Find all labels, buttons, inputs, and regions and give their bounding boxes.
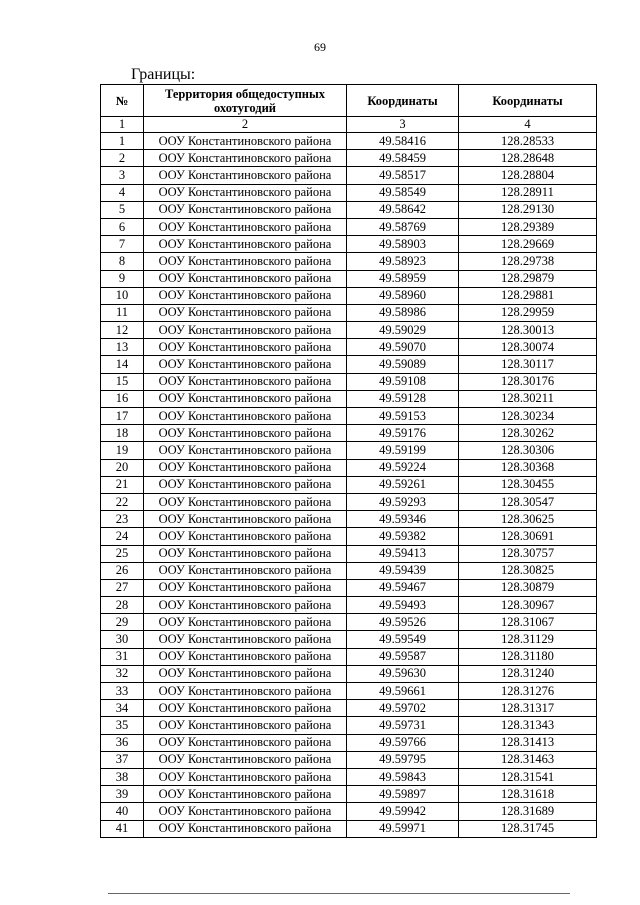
row-number: 30 bbox=[101, 631, 144, 648]
territory-cell: ООУ Константиновского района bbox=[144, 562, 347, 579]
row-number: 26 bbox=[101, 562, 144, 579]
coordinate-1-cell: 49.59153 bbox=[347, 408, 459, 425]
table-row bbox=[101, 322, 597, 339]
table-row bbox=[101, 373, 597, 390]
territory-cell: ООУ Константиновского района bbox=[144, 201, 347, 218]
territory-cell: ООУ Константиновского района bbox=[144, 545, 347, 562]
table-row bbox=[101, 408, 597, 425]
row-number: 11 bbox=[101, 304, 144, 321]
territory-cell: ООУ Константиновского района bbox=[144, 476, 347, 493]
row-number: 6 bbox=[101, 218, 144, 235]
row-number: 14 bbox=[101, 356, 144, 373]
table-row bbox=[101, 579, 597, 596]
table-row bbox=[101, 545, 597, 562]
coordinate-2-cell: 128.29959 bbox=[459, 304, 597, 321]
coordinate-1-cell: 49.59108 bbox=[347, 373, 459, 390]
table-row bbox=[101, 304, 597, 321]
table-row bbox=[101, 631, 597, 648]
coordinate-1-cell: 49.59413 bbox=[347, 545, 459, 562]
coordinate-2-cell: 128.31067 bbox=[459, 614, 597, 631]
row-number: 38 bbox=[101, 768, 144, 785]
coordinate-2-cell: 128.31463 bbox=[459, 751, 597, 768]
row-number: 32 bbox=[101, 665, 144, 682]
coordinate-1-cell: 49.59261 bbox=[347, 476, 459, 493]
coordinate-1-cell: 49.59630 bbox=[347, 665, 459, 682]
coordinate-1-cell: 49.59293 bbox=[347, 493, 459, 510]
row-number: 37 bbox=[101, 751, 144, 768]
coordinate-2-cell: 128.28648 bbox=[459, 150, 597, 167]
row-number: 4 bbox=[101, 184, 144, 201]
table-row bbox=[101, 184, 597, 201]
coordinate-1-cell: 49.59731 bbox=[347, 717, 459, 734]
row-number: 19 bbox=[101, 442, 144, 459]
row-number: 2 bbox=[101, 150, 144, 167]
coordinate-1-cell: 49.59942 bbox=[347, 803, 459, 820]
coordinates-table bbox=[100, 84, 597, 838]
table-row bbox=[101, 803, 597, 820]
row-number: 1 bbox=[101, 133, 144, 150]
table-row bbox=[101, 751, 597, 768]
coordinate-1-cell: 49.58769 bbox=[347, 218, 459, 235]
coordinate-1-cell: 49.59795 bbox=[347, 751, 459, 768]
territory-cell: ООУ Константиновского района bbox=[144, 218, 347, 235]
table-row bbox=[101, 528, 597, 545]
coordinate-1-cell: 49.59661 bbox=[347, 683, 459, 700]
header-coordinates-1: Координаты bbox=[347, 85, 459, 117]
table-header-row bbox=[101, 85, 597, 117]
coordinate-1-cell: 49.58517 bbox=[347, 167, 459, 184]
territory-cell: ООУ Константиновского района bbox=[144, 597, 347, 614]
table-body bbox=[101, 133, 597, 838]
table-row bbox=[101, 493, 597, 510]
coordinate-2-cell: 128.29879 bbox=[459, 270, 597, 287]
coordinate-2-cell: 128.30757 bbox=[459, 545, 597, 562]
coordinate-1-cell: 49.59897 bbox=[347, 786, 459, 803]
row-number: 25 bbox=[101, 545, 144, 562]
table-row bbox=[101, 270, 597, 287]
section-title: Границы: bbox=[131, 66, 196, 83]
coordinate-1-cell: 49.58642 bbox=[347, 201, 459, 218]
row-number: 23 bbox=[101, 511, 144, 528]
table-row bbox=[101, 597, 597, 614]
coordinate-2-cell: 128.30825 bbox=[459, 562, 597, 579]
territory-cell: ООУ Константиновского района bbox=[144, 184, 347, 201]
row-number: 15 bbox=[101, 373, 144, 390]
row-number: 17 bbox=[101, 408, 144, 425]
table-row bbox=[101, 511, 597, 528]
table-row bbox=[101, 339, 597, 356]
territory-cell: ООУ Константиновского района bbox=[144, 511, 347, 528]
coordinate-1-cell: 49.58959 bbox=[347, 270, 459, 287]
row-number: 34 bbox=[101, 700, 144, 717]
territory-cell: ООУ Константиновского района bbox=[144, 322, 347, 339]
coordinate-1-cell: 49.59493 bbox=[347, 597, 459, 614]
territory-cell: ООУ Константиновского района bbox=[144, 614, 347, 631]
column-number: 2 bbox=[144, 117, 347, 133]
row-number: 9 bbox=[101, 270, 144, 287]
table-row bbox=[101, 665, 597, 682]
coordinate-2-cell: 128.30547 bbox=[459, 493, 597, 510]
row-number: 12 bbox=[101, 322, 144, 339]
row-number: 13 bbox=[101, 339, 144, 356]
header-number: № bbox=[101, 85, 144, 117]
coordinate-2-cell: 128.31618 bbox=[459, 786, 597, 803]
coordinate-1-cell: 49.59467 bbox=[347, 579, 459, 596]
row-number: 29 bbox=[101, 614, 144, 631]
table-row bbox=[101, 820, 597, 837]
coordinate-2-cell: 128.31317 bbox=[459, 700, 597, 717]
coordinate-2-cell: 128.31343 bbox=[459, 717, 597, 734]
coordinate-1-cell: 49.59439 bbox=[347, 562, 459, 579]
territory-cell: ООУ Константиновского района bbox=[144, 803, 347, 820]
territory-cell: ООУ Константиновского района bbox=[144, 493, 347, 510]
territory-cell: ООУ Константиновского района bbox=[144, 631, 347, 648]
coordinate-2-cell: 128.28804 bbox=[459, 167, 597, 184]
coordinate-1-cell: 49.59128 bbox=[347, 390, 459, 407]
header-coordinates-2: Координаты bbox=[459, 85, 597, 117]
coordinate-2-cell: 128.30455 bbox=[459, 476, 597, 493]
coordinate-1-cell: 49.59382 bbox=[347, 528, 459, 545]
coordinate-2-cell: 128.31413 bbox=[459, 734, 597, 751]
coordinate-2-cell: 128.31689 bbox=[459, 803, 597, 820]
coordinate-1-cell: 49.59702 bbox=[347, 700, 459, 717]
table-row bbox=[101, 390, 597, 407]
coordinate-2-cell: 128.30306 bbox=[459, 442, 597, 459]
territory-cell: ООУ Константиновского района bbox=[144, 339, 347, 356]
coordinate-2-cell: 128.29669 bbox=[459, 236, 597, 253]
coordinate-2-cell: 128.30368 bbox=[459, 459, 597, 476]
row-number: 8 bbox=[101, 253, 144, 270]
coordinate-2-cell: 128.30117 bbox=[459, 356, 597, 373]
territory-cell: ООУ Константиновского района bbox=[144, 390, 347, 407]
coordinate-1-cell: 49.59971 bbox=[347, 820, 459, 837]
table-row bbox=[101, 717, 597, 734]
bottom-divider bbox=[108, 893, 570, 894]
territory-cell: ООУ Константиновского района bbox=[144, 665, 347, 682]
coordinate-1-cell: 49.59029 bbox=[347, 322, 459, 339]
territory-cell: ООУ Константиновского района bbox=[144, 133, 347, 150]
table-row bbox=[101, 425, 597, 442]
table-row bbox=[101, 356, 597, 373]
territory-cell: ООУ Константиновского района bbox=[144, 648, 347, 665]
row-number: 18 bbox=[101, 425, 144, 442]
table-row bbox=[101, 683, 597, 700]
coordinate-2-cell: 128.29389 bbox=[459, 218, 597, 235]
coordinate-2-cell: 128.30691 bbox=[459, 528, 597, 545]
territory-cell: ООУ Константиновского района bbox=[144, 459, 347, 476]
table-row bbox=[101, 442, 597, 459]
row-number: 22 bbox=[101, 493, 144, 510]
row-number: 5 bbox=[101, 201, 144, 218]
row-number: 35 bbox=[101, 717, 144, 734]
coordinate-1-cell: 49.58903 bbox=[347, 236, 459, 253]
coordinate-2-cell: 128.31745 bbox=[459, 820, 597, 837]
coordinate-2-cell: 128.29738 bbox=[459, 253, 597, 270]
coordinate-2-cell: 128.30967 bbox=[459, 597, 597, 614]
territory-cell: ООУ Константиновского района bbox=[144, 683, 347, 700]
territory-cell: ООУ Константиновского района bbox=[144, 425, 347, 442]
table-row bbox=[101, 648, 597, 665]
territory-cell: ООУ Константиновского района bbox=[144, 304, 347, 321]
coordinate-1-cell: 49.58923 bbox=[347, 253, 459, 270]
table-row bbox=[101, 459, 597, 476]
table-row bbox=[101, 218, 597, 235]
territory-cell: ООУ Константиновского района bbox=[144, 442, 347, 459]
table-row bbox=[101, 201, 597, 218]
territory-cell: ООУ Константиновского района bbox=[144, 356, 347, 373]
row-number: 20 bbox=[101, 459, 144, 476]
coordinate-1-cell: 49.59549 bbox=[347, 631, 459, 648]
territory-cell: ООУ Константиновского района bbox=[144, 820, 347, 837]
coordinate-1-cell: 49.59766 bbox=[347, 734, 459, 751]
coordinate-1-cell: 49.58416 bbox=[347, 133, 459, 150]
row-number: 39 bbox=[101, 786, 144, 803]
coordinate-2-cell: 128.31129 bbox=[459, 631, 597, 648]
coordinate-2-cell: 128.30074 bbox=[459, 339, 597, 356]
table-row bbox=[101, 253, 597, 270]
coordinate-2-cell: 128.30625 bbox=[459, 511, 597, 528]
coordinate-1-cell: 49.59843 bbox=[347, 768, 459, 785]
row-number: 10 bbox=[101, 287, 144, 304]
table-row bbox=[101, 476, 597, 493]
table-row bbox=[101, 734, 597, 751]
territory-cell: ООУ Константиновского района bbox=[144, 167, 347, 184]
territory-cell: ООУ Константиновского района bbox=[144, 287, 347, 304]
territory-cell: ООУ Константиновского района bbox=[144, 150, 347, 167]
territory-cell: ООУ Константиновского района bbox=[144, 768, 347, 785]
row-number: 21 bbox=[101, 476, 144, 493]
table-row bbox=[101, 786, 597, 803]
coordinate-1-cell: 49.59089 bbox=[347, 356, 459, 373]
row-number: 3 bbox=[101, 167, 144, 184]
territory-cell: ООУ Константиновского района bbox=[144, 528, 347, 545]
coordinate-1-cell: 49.58986 bbox=[347, 304, 459, 321]
coordinate-1-cell: 49.59070 bbox=[347, 339, 459, 356]
territory-cell: ООУ Константиновского района bbox=[144, 751, 347, 768]
coordinate-1-cell: 49.59526 bbox=[347, 614, 459, 631]
territory-cell: ООУ Константиновского района bbox=[144, 270, 347, 287]
row-number: 28 bbox=[101, 597, 144, 614]
coordinate-1-cell: 49.58960 bbox=[347, 287, 459, 304]
territory-cell: ООУ Константиновского района bbox=[144, 700, 347, 717]
table-row bbox=[101, 614, 597, 631]
header-territory: Территория общедоступных охотугодий bbox=[144, 85, 347, 117]
column-number: 4 bbox=[459, 117, 597, 133]
page-number: 69 bbox=[314, 40, 326, 54]
coordinate-2-cell: 128.30176 bbox=[459, 373, 597, 390]
coordinate-1-cell: 49.59199 bbox=[347, 442, 459, 459]
table-row bbox=[101, 167, 597, 184]
row-number: 36 bbox=[101, 734, 144, 751]
coordinate-1-cell: 49.58459 bbox=[347, 150, 459, 167]
coordinate-2-cell: 128.30879 bbox=[459, 579, 597, 596]
territory-cell: ООУ Константиновского района bbox=[144, 236, 347, 253]
row-number: 41 bbox=[101, 820, 144, 837]
territory-cell: ООУ Константиновского района bbox=[144, 579, 347, 596]
table-row bbox=[101, 287, 597, 304]
coordinate-1-cell: 49.59224 bbox=[347, 459, 459, 476]
territory-cell: ООУ Константиновского района bbox=[144, 253, 347, 270]
column-number: 3 bbox=[347, 117, 459, 133]
coordinate-1-cell: 49.59587 bbox=[347, 648, 459, 665]
coordinate-2-cell: 128.28911 bbox=[459, 184, 597, 201]
coordinate-1-cell: 49.58549 bbox=[347, 184, 459, 201]
row-number: 33 bbox=[101, 683, 144, 700]
table-row bbox=[101, 133, 597, 150]
table-row bbox=[101, 150, 597, 167]
table-row bbox=[101, 236, 597, 253]
territory-cell: ООУ Константиновского района bbox=[144, 373, 347, 390]
table-row bbox=[101, 562, 597, 579]
table-row bbox=[101, 768, 597, 785]
coordinate-2-cell: 128.30013 bbox=[459, 322, 597, 339]
coordinate-2-cell: 128.30211 bbox=[459, 390, 597, 407]
row-number: 27 bbox=[101, 579, 144, 596]
territory-cell: ООУ Константиновского района bbox=[144, 786, 347, 803]
territory-cell: ООУ Константиновского района bbox=[144, 734, 347, 751]
coordinate-1-cell: 49.59346 bbox=[347, 511, 459, 528]
coordinate-2-cell: 128.31240 bbox=[459, 665, 597, 682]
row-number: 40 bbox=[101, 803, 144, 820]
coordinate-2-cell: 128.30234 bbox=[459, 408, 597, 425]
table-row bbox=[101, 700, 597, 717]
coordinate-2-cell: 128.30262 bbox=[459, 425, 597, 442]
coordinate-2-cell: 128.31276 bbox=[459, 683, 597, 700]
row-number: 7 bbox=[101, 236, 144, 253]
column-number: 1 bbox=[101, 117, 144, 133]
column-number-row bbox=[101, 117, 597, 133]
territory-cell: ООУ Константиновского района bbox=[144, 717, 347, 734]
coordinate-2-cell: 128.29130 bbox=[459, 201, 597, 218]
row-number: 31 bbox=[101, 648, 144, 665]
coordinate-2-cell: 128.28533 bbox=[459, 133, 597, 150]
coordinate-2-cell: 128.31541 bbox=[459, 768, 597, 785]
row-number: 16 bbox=[101, 390, 144, 407]
coordinate-2-cell: 128.31180 bbox=[459, 648, 597, 665]
territory-cell: ООУ Константиновского района bbox=[144, 408, 347, 425]
row-number: 24 bbox=[101, 528, 144, 545]
coordinate-1-cell: 49.59176 bbox=[347, 425, 459, 442]
coordinate-2-cell: 128.29881 bbox=[459, 287, 597, 304]
